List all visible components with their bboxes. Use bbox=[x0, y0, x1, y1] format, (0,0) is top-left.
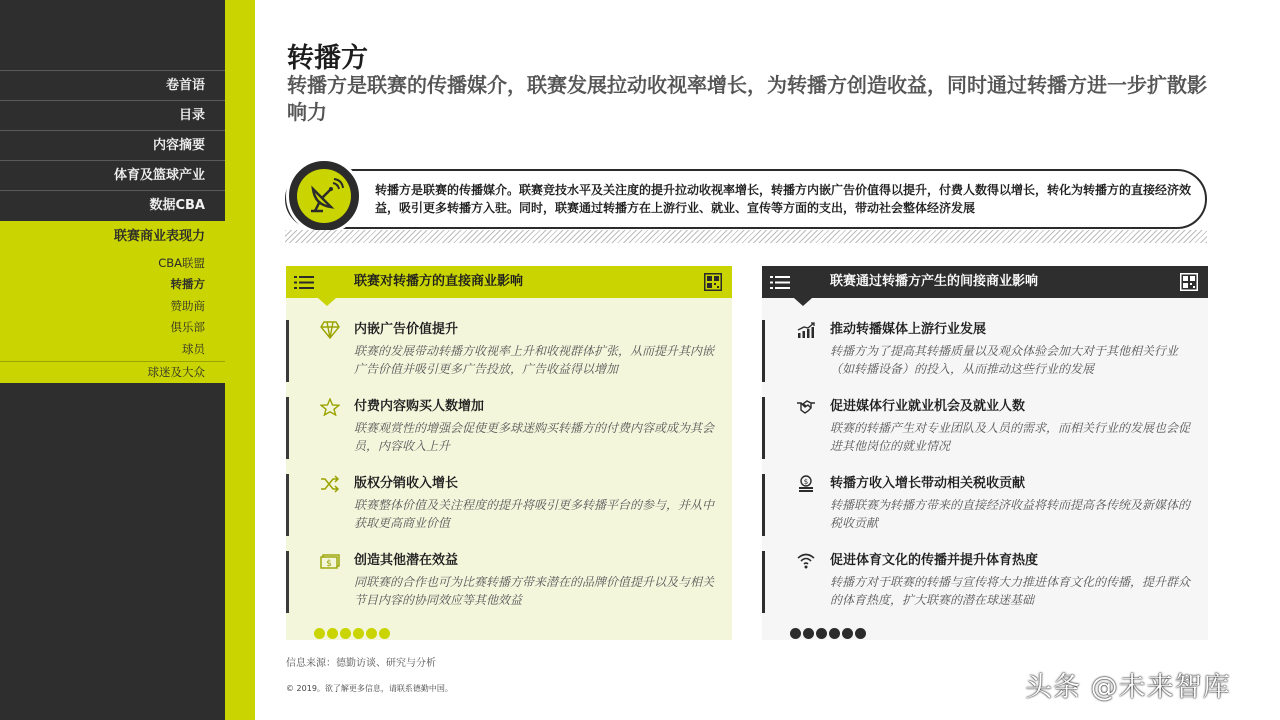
sidebar-subitem-cba-league[interactable]: CBA联盟 bbox=[158, 256, 205, 270]
dot bbox=[829, 628, 840, 639]
direct-impact-panel bbox=[286, 266, 732, 640]
accent-bar bbox=[225, 0, 255, 720]
item-marker bbox=[286, 551, 289, 613]
satellite-dish-icon bbox=[297, 169, 351, 223]
panel-notch bbox=[318, 298, 336, 306]
qr-code-icon bbox=[704, 273, 722, 291]
item-description: 联赛整体价值及关注程度的提升将吸引更多转播平台的参与，并从中获取更高商业价值 bbox=[354, 498, 715, 530]
sidebar-subitem-sponsor[interactable]: 赞助商 bbox=[170, 299, 205, 313]
sidebar-item-commercial[interactable]: 联赛商业表现力 bbox=[113, 229, 205, 244]
list-item bbox=[286, 320, 732, 382]
list-item bbox=[286, 551, 732, 613]
indirect-impact-panel bbox=[762, 266, 1208, 640]
item-title: 付费内容购买人数增加 bbox=[354, 399, 485, 414]
star-icon bbox=[320, 398, 340, 416]
shuffle-icon bbox=[320, 475, 340, 493]
item-title: 推动转播媒体上游行业发展 bbox=[830, 322, 987, 337]
item-title: 转播方收入增长带动相关税收贡献 bbox=[830, 476, 1026, 491]
panel-title: 联赛通过转播方产生的间接商业影响 bbox=[830, 274, 1039, 289]
item-description: 联赛观赏性的增强会促使更多球迷购买转播方的付费内容或成为其会员，内容收入上升 bbox=[354, 421, 715, 453]
panel-header bbox=[286, 266, 732, 298]
dot bbox=[816, 628, 827, 639]
svg-text:$: $ bbox=[803, 478, 809, 486]
list-icon bbox=[294, 275, 314, 290]
item-description: 联赛的发展带动转播方收视率上升和收视群体扩张，从而提升其内嵌广告价值并吸引更多广告投放，广告收益得以增加 bbox=[354, 344, 715, 376]
banner-text: 转播方是联赛的传播媒介。联赛竞技水平及关注度的提升拉动收视率增长，转播方内嵌广告价值得以提升，付费人数得以增长，转化为转播方的直接经济效益，吸引更多转播方入驻。同时，联赛通过转播方在上游行业、就业、宣传等方面的支出，带动社会整体经济发展 bbox=[375, 183, 1192, 215]
panel-notch bbox=[794, 298, 812, 306]
sidebar-subitem-fans[interactable]: 球迷及大众 bbox=[147, 365, 205, 379]
sidebar-subitem-broadcaster[interactable]: 转播方 bbox=[170, 277, 205, 291]
diamond-icon bbox=[320, 321, 340, 339]
list-item bbox=[762, 320, 1208, 382]
dot bbox=[855, 628, 866, 639]
dot bbox=[314, 628, 325, 639]
sidebar-item-preface[interactable]: 卷首语 bbox=[0, 70, 225, 100]
pagination-dots bbox=[314, 624, 392, 636]
dot bbox=[803, 628, 814, 639]
item-marker bbox=[762, 551, 765, 613]
page-title: 转播方 bbox=[287, 43, 368, 74]
sidebar-item-sports-industry[interactable]: 体育及篮球产业 bbox=[0, 160, 225, 190]
watermark: 头条 @未来智库 bbox=[1025, 672, 1231, 703]
dot bbox=[790, 628, 801, 639]
money-icon bbox=[320, 552, 340, 570]
item-title: 版权分销收入增长 bbox=[354, 476, 459, 491]
list-item bbox=[286, 474, 732, 536]
dot bbox=[366, 628, 377, 639]
wifi-icon bbox=[796, 552, 816, 570]
dot bbox=[327, 628, 338, 639]
dot bbox=[842, 628, 853, 639]
dot bbox=[340, 628, 351, 639]
list-icon bbox=[770, 275, 790, 290]
item-description: 同联赛的合作也可为比赛转播方带来潜在的品牌价值提升以及与相关节目内容的协同效应等其他效益 bbox=[354, 575, 715, 607]
item-marker bbox=[762, 397, 765, 459]
panel-header bbox=[762, 266, 1208, 298]
item-title: 内嵌广告价值提升 bbox=[354, 322, 459, 337]
item-description: 转播联赛为转播方带来的直接经济收益将转而提高各传统及新媒体的税收贡献 bbox=[830, 498, 1191, 530]
item-title: 促进体育文化的传播并提升体育热度 bbox=[830, 553, 1039, 568]
item-description: 转播方为了提高其转播质量以及观众体验会加大对于其他相关行业（如转播设备）的投入，从而推动这些行业的发展 bbox=[830, 344, 1179, 376]
item-title: 创造其他潜在效益 bbox=[354, 553, 459, 568]
sidebar-item-data-cba[interactable]: 数据CBA bbox=[0, 190, 225, 220]
source-note: 信息来源：德勤访谈、研究与分析 bbox=[286, 658, 436, 669]
banner-icon-badge bbox=[286, 158, 362, 234]
sidebar-subitem-club[interactable]: 俱乐部 bbox=[170, 320, 205, 334]
panel-title: 联赛对转播方的直接商业影响 bbox=[354, 274, 524, 289]
item-marker bbox=[286, 474, 289, 536]
coin-stack-icon bbox=[796, 475, 816, 493]
copyright-note: © 2019。欲了解更多信息，请联系德勤中国。 bbox=[286, 684, 453, 693]
pagination-dots bbox=[790, 624, 868, 636]
page-subtitle: 转播方是联赛的传播媒介，联赛发展拉动收视率增长，为转播方创造收益，同时通过转播方进一步扩散影响力 bbox=[287, 73, 1207, 124]
growth-chart-icon bbox=[796, 321, 816, 339]
item-marker bbox=[762, 474, 765, 536]
hatch-divider bbox=[285, 230, 1207, 243]
item-description: 联赛的转播产生对专业团队及人员的需求，而相关行业的发展也会促进其他岗位的就业情况 bbox=[830, 421, 1191, 453]
svg-text:$: $ bbox=[326, 559, 332, 569]
list-item bbox=[762, 397, 1208, 459]
sidebar-subitem-player[interactable]: 球员 bbox=[182, 342, 205, 356]
sidebar-item-contents[interactable]: 目录 bbox=[0, 100, 225, 130]
qr-code-icon bbox=[1180, 273, 1198, 291]
item-description: 转播方对于联赛的转播与宣传将大力推进体育文化的传播，提升群众的体育热度，扩大联赛的潜在球迷基础 bbox=[830, 575, 1191, 607]
item-marker bbox=[286, 320, 289, 382]
dot bbox=[353, 628, 364, 639]
item-title: 促进媒体行业就业机会及就业人数 bbox=[830, 399, 1026, 414]
list-item bbox=[762, 474, 1208, 536]
list-item bbox=[286, 397, 732, 459]
handshake-icon bbox=[796, 398, 816, 416]
sidebar-item-summary[interactable]: 内容摘要 bbox=[0, 130, 225, 160]
item-marker bbox=[286, 397, 289, 459]
list-item bbox=[762, 551, 1208, 613]
item-marker bbox=[762, 320, 765, 382]
dot bbox=[379, 628, 390, 639]
